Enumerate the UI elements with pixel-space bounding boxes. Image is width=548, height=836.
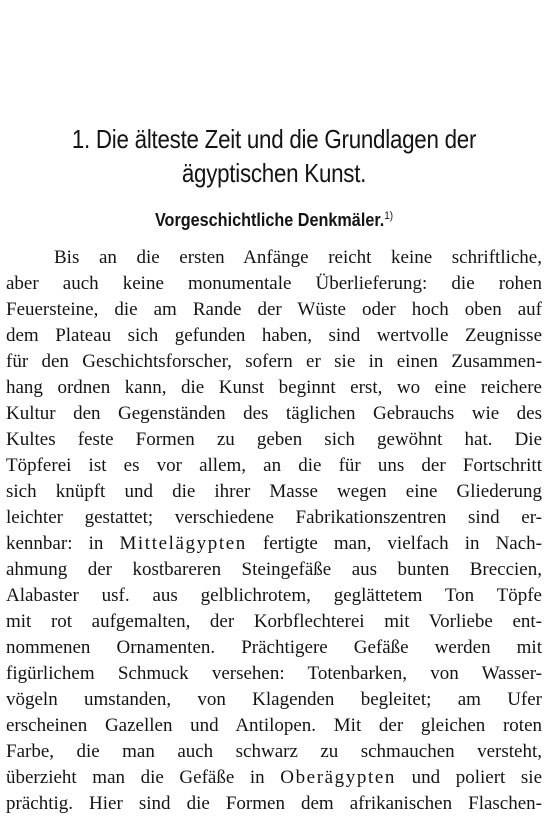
text-line: erscheinen Gazellen und Antilopen. Mit der gleichen roten xyxy=(6,715,542,736)
text-fragment: fertigte man, vielfach in Nach- xyxy=(246,533,542,554)
body-paragraph xyxy=(6,245,542,817)
book-page xyxy=(6,0,542,836)
text-line: für den Geschichtsforscher, sofern er sie in einen Zusammen- xyxy=(6,351,542,372)
text-fragment: und poliert sie xyxy=(396,767,542,788)
text-line: leichter gestattet; verschiedene Fabrikationszentren sind er- xyxy=(6,507,542,528)
chapter-title-line-1: 1. Die älteste Zeit und die Grundlagen der xyxy=(71,124,477,154)
spaced-term-mittelaegypten: Mittelägypten xyxy=(119,533,247,554)
text-line: Kultur den Gegenständen des täglichen Gebrauchs wie des xyxy=(6,403,542,424)
text-line: hang ordnen kann, die Kunst beginnt erst, wo eine reichere xyxy=(6,377,542,398)
text-line: Alabaster usf. aus gelblichrotem, geglättetem Ton Töpfe xyxy=(6,585,542,606)
footnote-marker: 1) xyxy=(384,210,394,222)
text-line: Kultes feste Formen zu geben sich gewöhnt hat. Die xyxy=(6,429,542,450)
text-line: aber auch keine monumentale Überlieferung: die rohen xyxy=(6,273,542,294)
text-line: Feuersteine, die am Rande der Wüste oder hoch oben auf xyxy=(6,299,542,320)
text-line: Farbe, die man auch schwarz zu schmauchen versteht, xyxy=(6,741,542,762)
text-line: ahmung der kostbareren Steingefäße aus bunten Breccien, xyxy=(6,559,542,580)
chapter-title-line-2: ägyptischen Kunst. xyxy=(181,158,367,188)
text-line: figürlichem Schmuck versehen: Totenbarken, von Wasser- xyxy=(6,663,542,684)
section-heading xyxy=(33,203,515,233)
text-fragment: überzieht man die Gefäße in xyxy=(6,767,281,788)
text-line-with-spaced-term xyxy=(6,531,542,557)
section-heading-text: Vorgeschichtliche Denkmäler. xyxy=(154,210,385,230)
text-line: Bis an die ersten Anfänge reicht keine schriftliche, xyxy=(54,247,542,268)
text-fragment: kennbar: in xyxy=(6,533,120,554)
spaced-term-oberaegypten: Oberägypten xyxy=(280,767,396,788)
text-line: Töpferei ist es vor allem, an die für uns der Fortschritt xyxy=(6,455,542,476)
text-line-with-spaced-term xyxy=(6,765,542,791)
text-line: dem Plateau sich gefunden haben, sind wertvolle Zeugnisse xyxy=(6,325,542,346)
text-line: sich knüpft und die ihrer Masse wegen eine Gliederung xyxy=(6,481,542,502)
text-line: prächtig. Hier sind die Formen dem afrikanischen Flaschen- xyxy=(6,793,542,814)
text-line: vögeln umstanden, von Klagenden begleitet; am Ufer xyxy=(6,689,542,710)
chapter-title xyxy=(44,122,505,190)
text-line: nommenen Ornamenten. Prächtigere Gefäße werden mit xyxy=(6,637,542,658)
text-line: mit rot aufgemalten, der Korbflechterei mit Vorliebe ent- xyxy=(6,611,542,632)
